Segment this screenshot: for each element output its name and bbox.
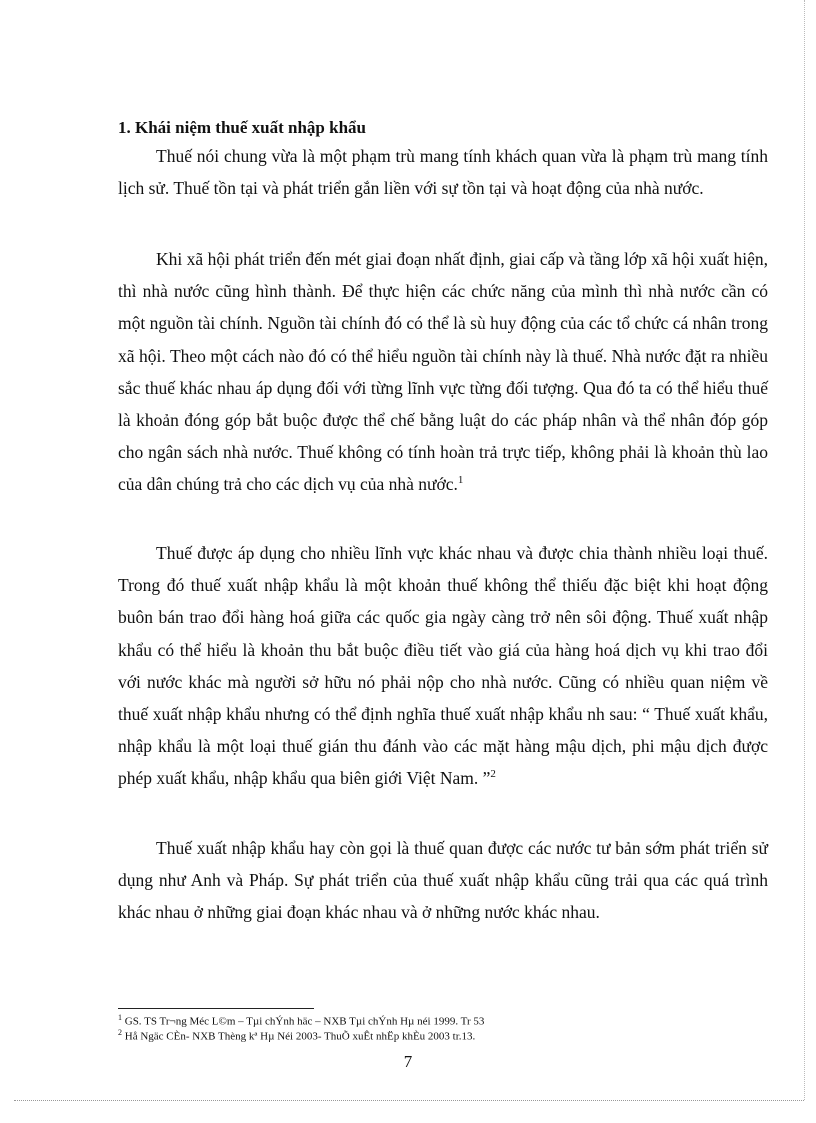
footnote-2	[118, 1028, 475, 1043]
footnote-2-number: 2	[118, 1028, 122, 1037]
footnote-separator	[118, 1008, 314, 1009]
paragraph-4: Thuế xuất nhập khẩu hay còn gọi là thuế quan được các nước tư bản sớm phát triển sử dụng như Anh và Pháp. Sự phát triển của thuế xuất nhập khẩu cũng trải qua các quá trình khác nhau ở những giai đoạn khác nhau và ở những nước khác nhau.	[118, 838, 768, 923]
page-right-border	[804, 0, 805, 1100]
paragraph-2-text: Khi xã hội phát triển đến mét giai đoạn nhất định, giai cấp và tầng lớp xã hội xuất hiện, thì nhà nước cũng hình thành. Để thực hiện các chức năng của mình thì nhà nước cần có một nguồn tài chính. Nguồn tài chính đó có thể là sù huy động của các tổ chức cá nhân trong xã hội. Theo một cách nào đó có thể hiểu nguồn tài chính này là thuế. Nhà nước đặt ra nhiều sắc thuế khác nhau áp dụng đối với từng lĩnh vực từng đối tượng. Qua đó ta có thể hiểu thuế là khoản đóng góp bắt buộc được thể chế bằng luật do các pháp nhân và thể nhân đóp góp cho ngân sách nhà nước. Thuế không có tính hoàn trả trực tiếp, không phải là khoản thù lao của dân chúng trả cho các dịch vụ của nhà nước.	[118, 249, 768, 495]
footnote-ref-1: 1	[457, 474, 464, 487]
paragraph-1: Thuế nói chung vừa là một phạm trù mang tính khách quan vừa là phạm trù mang tính lịch sử. Thuế tồn tại và phát triển gắn liền với sự tồn tại và hoạt động của nhà nước.	[118, 146, 768, 199]
footnote-1-number: 1	[118, 1013, 122, 1022]
footnote-1	[118, 1013, 484, 1028]
paragraph-2	[118, 243, 768, 501]
section-heading: 1. Khái niệm thuế xuất nhập khẩu	[118, 118, 366, 137]
page-number: 7	[403, 1052, 413, 1071]
paragraph-3	[118, 537, 768, 795]
paragraph-3-text: Thuế được áp dụng cho nhiều lĩnh vực khác nhau và được chia thành nhiều loại thuế. Trong đó thuế xuất nhập khẩu là một khoản thuế không thể thiếu đặc biệt khi hoạt động buôn bán trao đổi hàng hoá giữa các quốc gia ngày càng trở nên sôi động. Thuế xuất nhập khẩu có thể hiểu là khoản thu bắt buộc điều tiết vào giá của hàng hoá dịch vụ khi trao đổi với nước khác mà người sở hữu nó phải nộp cho nhà nước. Cũng có nhiều quan niệm về thuế xuất nhập khẩu nhưng có thể định nghĩa thuế xuất nhập khẩu nh sau: “ Thuế xuất khẩu, nhập khẩu là một loại thuế gián thu đánh vào các mặt hàng mậu dịch, phi mậu dịch được phép xuất khẩu, nhập khẩu qua biên giới Việt Nam. ”	[118, 543, 768, 789]
footnote-2-text: Hå Ngäc CÈn- NXB Thèng kª Hµ Néi 2003- ThuÕ xuÊt nhËp khÈu 2003 tr.13.	[124, 1030, 476, 1043]
footnote-ref-2: 2	[490, 768, 496, 781]
page-bottom-border	[14, 1100, 804, 1101]
footnote-1-text: GS. TS Tr¬ng Méc L©m – Tµi chÝnh häc – NXB Tµi chÝnh Hµ néi 1999. Tr 53	[124, 1015, 485, 1028]
